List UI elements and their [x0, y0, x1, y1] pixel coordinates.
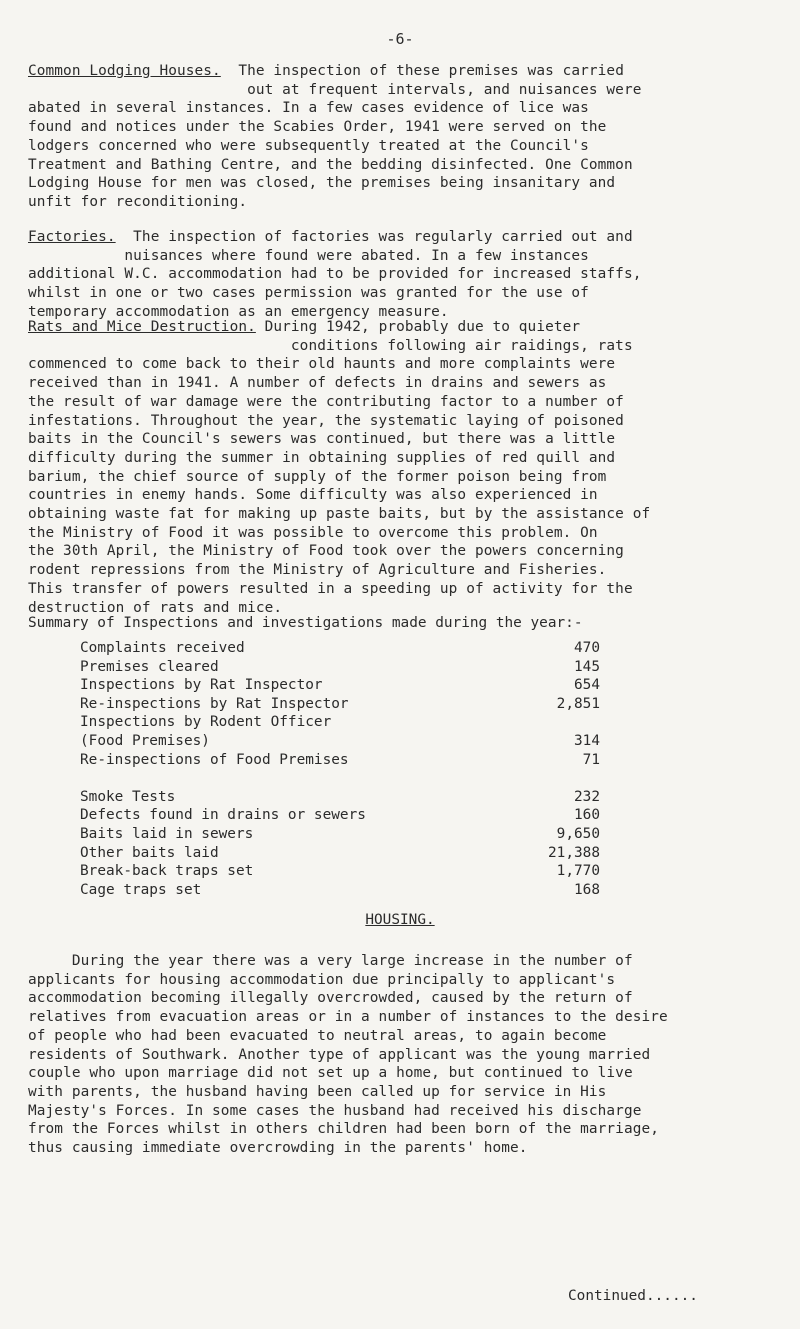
- summary-label: Baits laid in sewers: [80, 825, 254, 842]
- housing-line: residents of Southwark. Another type of applicant was the young married: [28, 1046, 651, 1063]
- housing-heading: [0, 912, 800, 928]
- summary-label: (Food Premises): [80, 732, 210, 749]
- factories-section: [28, 228, 788, 322]
- rats-line: This transfer of powers resulted in a speeding up of activity for the: [28, 580, 633, 597]
- summary-value: 168: [574, 881, 600, 898]
- rats-line: infestations. Throughout the year, the systematic laying of poisoned: [28, 412, 624, 429]
- summary-label: Cage traps set: [80, 881, 202, 898]
- summary-row: [80, 770, 610, 789]
- factories-line: The inspection of factories was regularly carried out and: [133, 229, 633, 245]
- lodging-line: Treatment and Bathing Centre, and the bedding disinfected. One Common: [28, 156, 633, 173]
- summary-label: Premises cleared: [80, 658, 219, 675]
- rats-line: difficulty during the summer in obtaining supplies of red quill and: [28, 449, 616, 466]
- housing-line: relatives from evacuation areas or in a number of instances to the desire: [28, 1009, 668, 1026]
- rats-line: the Ministry of Food it was possible to overcome this problem. On: [28, 524, 598, 541]
- summary-row: [80, 807, 610, 826]
- lodging-line: out at frequent intervals, and nuisances were: [28, 81, 642, 98]
- summary-row: [80, 677, 610, 696]
- rats-line: conditions following air raidings, rats: [28, 337, 633, 354]
- summary-label: Smoke Tests: [80, 788, 176, 805]
- summary-label: Re-inspections by Rat Inspector: [80, 695, 349, 712]
- housing-line: couple who upon marriage did not set up a home, but continued to live: [28, 1065, 633, 1082]
- summary-value: 160: [574, 807, 600, 824]
- summary-row: [80, 752, 610, 771]
- lodging-line: found and notices under the Scabies Order, 1941 were served on the: [28, 119, 607, 136]
- housing-line: of people who had been evacuated to neutral areas, to again become: [28, 1027, 607, 1044]
- housing-line: from the Forces whilst in others children had been born of the marriage,: [28, 1121, 659, 1138]
- rats-line: obtaining waste fat for making up paste baits, but by the assistance of: [28, 506, 651, 523]
- summary-row: [80, 696, 610, 715]
- summary-label: Inspections by Rodent Officer: [80, 714, 332, 731]
- summary-value: 71: [582, 751, 600, 768]
- summary-value: 9,650: [556, 825, 600, 842]
- factories-line: nuisances where found were abated. In a few instances: [28, 247, 589, 264]
- rats-line: barium, the chief source of supply of the former poison being from: [28, 468, 607, 485]
- factories-line: whilst in one or two cases permission was granted for the use of: [28, 285, 589, 302]
- summary-value: 21,388: [548, 844, 600, 861]
- rats-line: countries in enemy hands. Some difficulty was also experienced in: [28, 487, 598, 504]
- summary-row: [80, 882, 610, 901]
- page-number: -6-: [386, 30, 414, 48]
- factories-heading: Factories.: [28, 229, 116, 245]
- housing-line: Majesty's Forces. In some cases the husband had received his discharge: [28, 1102, 642, 1119]
- housing-line: accommodation becoming illegally overcrowded, caused by the return of: [28, 990, 633, 1007]
- summary-value: [490, 714, 610, 733]
- lodging-line: The inspection of these premises was carried: [238, 63, 624, 79]
- rats-line: During 1942, probably due to quieter: [264, 319, 581, 335]
- summary-row: [80, 659, 610, 678]
- summary-value: 314: [574, 732, 600, 749]
- rats-line: the result of war damage were the contributing factor to a number of: [28, 393, 624, 410]
- summary-value: 1,770: [556, 863, 600, 880]
- lodging-line: unfit for reconditioning.: [28, 193, 248, 210]
- summary-row: [80, 789, 610, 808]
- housing-line: with parents, the husband having been called up for service in His: [28, 1083, 607, 1100]
- summary-row: [80, 733, 610, 752]
- summary-value: 470: [574, 640, 600, 656]
- summary-value: [490, 770, 610, 789]
- rats-line: baits in the Council's sewers was continued, but there was a little: [28, 431, 616, 448]
- summary-value: 232: [574, 788, 600, 805]
- rats-line: the 30th April, the Ministry of Food took over the powers concerning: [28, 543, 624, 560]
- lodging-heading: Common Lodging Houses.: [28, 63, 221, 79]
- housing-line: thus causing immediate overcrowding in the parents' home.: [28, 1140, 528, 1157]
- housing-section: [28, 952, 788, 1158]
- lodging-line: lodgers concerned who were subsequently treated at the Council's: [28, 137, 589, 154]
- housing-heading-text: HOUSING.: [365, 912, 435, 928]
- summary-value: 654: [574, 677, 600, 694]
- rats-line: commenced to come back to their old haunts and more complaints were: [28, 356, 616, 373]
- continued-note: Continued......: [568, 1288, 698, 1304]
- summary-label: Re-inspections of Food Premises: [80, 751, 349, 768]
- lodging-line: abated in several instances. In a few cases evidence of lice was: [28, 100, 589, 117]
- rats-line: rodent repressions from the Ministry of Agriculture and Fisheries.: [28, 562, 607, 579]
- rats-section: [28, 318, 788, 617]
- rats-line: received than in 1941. A number of defects in drains and sewers as: [28, 375, 607, 392]
- summary-table: [80, 640, 610, 900]
- summary-label: Defects found in drains or sewers: [80, 807, 366, 824]
- summary-label: Inspections by Rat Inspector: [80, 677, 323, 694]
- summary-row: [80, 845, 610, 864]
- housing-line: applicants for housing accommodation due principally to applicant's: [28, 971, 616, 988]
- lodging-line: Lodging House for men was closed, the premises being insanitary and: [28, 175, 616, 192]
- summary-value: 2,851: [556, 695, 600, 712]
- summary-value: 145: [574, 658, 600, 675]
- summary-row: [80, 863, 610, 882]
- summary-title: Summary of Inspections and investigations made during the year:-: [28, 615, 583, 631]
- summary-label: Other baits laid: [80, 844, 219, 861]
- lodging-section: [28, 62, 788, 212]
- summary-row: [80, 826, 610, 845]
- housing-line: During the year there was a very large increase in the number of: [28, 953, 633, 969]
- summary-label: [80, 770, 490, 789]
- factories-line: additional W.C. accommodation had to be provided for increased staffs,: [28, 266, 642, 283]
- summary-row: [80, 714, 610, 733]
- summary-row: [80, 640, 610, 659]
- rats-line: destruction of rats and mice.: [28, 599, 283, 616]
- summary-label: Complaints received: [80, 640, 245, 656]
- summary-label: Break-back traps set: [80, 863, 254, 880]
- rats-heading: Rats and Mice Destruction.: [28, 319, 256, 335]
- factories-line: temporary accommodation as an emergency measure.: [28, 303, 449, 320]
